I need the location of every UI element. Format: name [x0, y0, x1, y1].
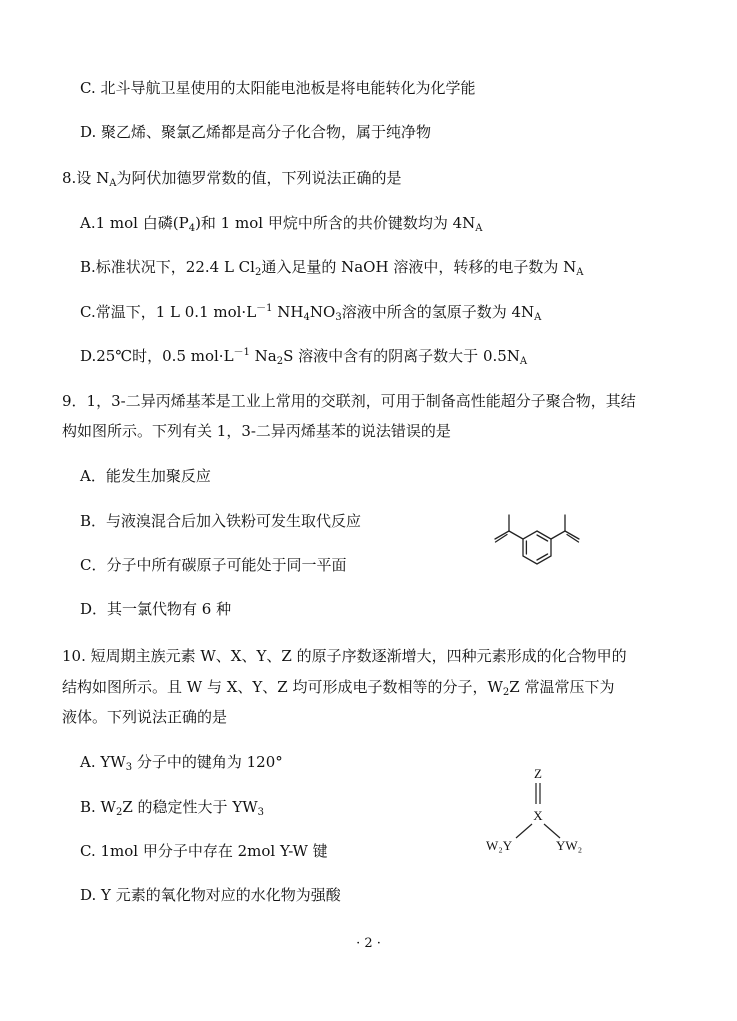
- structure-z-label: Z: [534, 766, 542, 781]
- q9-option-d: D．其一氯代物有 6 种: [80, 600, 232, 618]
- diisopropenylbenzene-structure: [490, 508, 590, 576]
- q10-stem-line2: 结构如图所示。且 W 与 X、Y、Z 均可形成电子数相等的分子，$W_2Z$ 常温常压下为: [62, 678, 615, 698]
- q7-option-c: C. 北斗导航卫星使用的太阳能电池板是将电能转化为化学能: [80, 79, 476, 97]
- q8-option-a: A.1 mol 白磷$(P_4)$和 1 mol 甲烷中所含的共价键数均为 $4N_A$: [80, 214, 483, 234]
- q8-option-c: C.常温下，1 L 0.1 $mol\cdot L^{-1}$ $NH_4NO_3$溶液中所含的氢原子数为 $4N_A$: [80, 303, 542, 323]
- q10-option-d: D. Y 元素的氧化物对应的水化物为强酸: [80, 886, 341, 904]
- q10-stem-line1: 10. 短周期主族元素 W、X、Y、Z 的原子序数逐渐增大，四种元素形成的化合物甲的: [62, 647, 627, 665]
- q10-option-b: B. $W_2Z$ 的稳定性大于 $YW_3$: [80, 798, 265, 818]
- q8-stem: 8.设 $N_A$为阿伏加德罗常数的值，下列说法正确的是: [62, 169, 402, 189]
- structure-w2y-label: W₂Y: [486, 838, 513, 853]
- compound-jia-structure: [480, 764, 600, 860]
- q9-option-b: B．与液溴混合后加入铁粉可发生取代反应: [80, 512, 362, 530]
- page-number: · 2 ·: [356, 936, 381, 951]
- q10-stem-line3: 液体。下列说法正确的是: [62, 708, 228, 726]
- q7-option-d: D. 聚乙烯、聚氯乙烯都是高分子化合物，属于纯净物: [80, 123, 432, 141]
- q8-option-b: B.标准状况下，22.4 L $Cl_2$通入足量的 NaOH 溶液中，转移的电子数为 $N_A$: [80, 258, 584, 278]
- q10-option-a: A. $YW_3$ 分子中的键角为 120°: [80, 753, 283, 773]
- structure-yw2-label: YW₂: [556, 838, 583, 853]
- q9-stem-line2: 构如图所示。下列有关 1，3-二异丙烯基苯的说法错误的是: [62, 422, 451, 440]
- q9-option-a: A．能发生加聚反应: [80, 467, 211, 485]
- q8-option-d: D.25℃时，0.5 $mol\cdot L^{-1}$ $Na_2S$ 溶液中含有的阴离子数大于 $0.5N_A$: [80, 347, 528, 367]
- q10-option-c: C. 1mol 甲分子中存在 2mol Y-W 键: [80, 842, 328, 860]
- q9-stem-line1: 9．1，3-二异丙烯基苯是工业上常用的交联剂，可用于制备高性能超分子聚合物，其结: [62, 392, 636, 410]
- q9-option-c: C．分子中所有碳原子可能处于同一平面: [80, 556, 347, 574]
- structure-x-label: X: [533, 808, 543, 823]
